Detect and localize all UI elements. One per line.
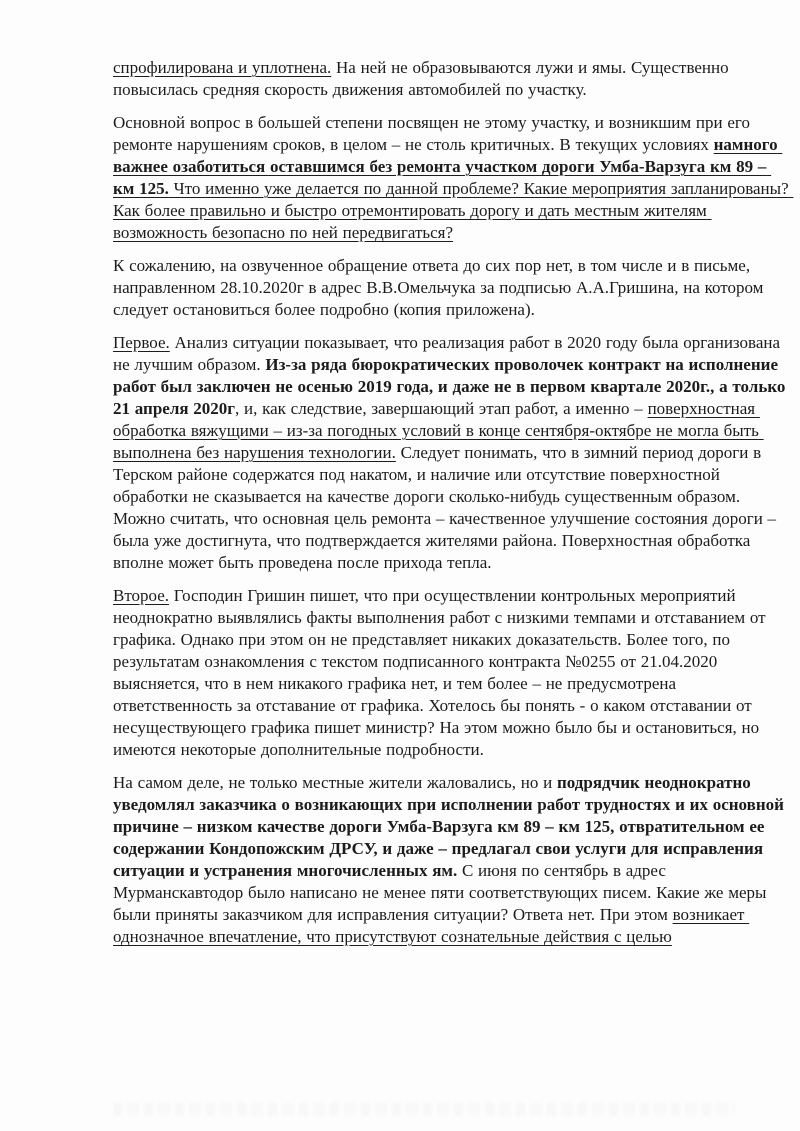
text-run: Что именно уже делается по данной проблеме? Какие мероприятия запланированы? Как более правильно и быстро отремонтировать дорогу и дать местным жителям возможность безопасно по ней передвигаться? xyxy=(113,179,794,242)
cut-off-next-page-line xyxy=(113,1102,735,1116)
text-run: , и, как следствие, завершающий этап работ, а именно – xyxy=(235,399,648,418)
text-run: Первое. xyxy=(113,333,170,352)
paragraph xyxy=(113,112,794,244)
text-run: С июня по сентябрь в адрес Мурманскавтодор было написано не менее пяти соответствующих писем. Какие же меры были приняты заказчиком для исправления ситуации? Ответа нет. При этом xyxy=(113,861,772,924)
text-run: На ней не образовываются лужи и ямы. Существенно повысилась средняя скорость движения автомобилей по участку. xyxy=(113,58,734,99)
text-run: Анализ ситуации показывает, что реализация работ в 2020 году была организована не лучшим образом. xyxy=(113,333,785,374)
paragraph xyxy=(113,585,791,761)
text-run: спрофилирована и уплотнена. xyxy=(113,58,332,77)
paragraph xyxy=(113,57,791,101)
text-run: Основной вопрос в большей степени посвящен не этому участку, и возникшим при его ремонте нарушениям сроков, в целом – не столь критичных. В текущих условиях xyxy=(113,113,755,154)
text-run: На самом деле, не только местные жители жаловались, но и xyxy=(113,773,557,792)
text-run: Из-за ряда бюрократических проволочек контракт на исполнение работ был заключен не осенью 2019 года, и даже не в первом квартале 2020г., а только 21 апреля 2020г xyxy=(113,355,791,418)
text-run: Господин Гришин пишет, что при осуществлении контрольных мероприятий неоднократно выявлялись факты выполнения работ с низкими темпами и отставанием от графика. Однако при этом он не представляет никаких доказательств. Более того, по результатам ознакомления с текстом подписанного контракта №0255 от 21.04.2020 выясняется, что в нем никакого графика нет, и тем более – не предусмотрена ответственность за отставание от графика. Хотелось бы понять - о каком отставании от несуществующего графика пишет министр? На этом можно было бы и остановиться, но имеются некоторые дополнительные подробности. xyxy=(113,586,771,759)
text-run: намного важнее озаботиться оставшимся без ремонта участком дороги Умба-Варзуга км 89 – км 125. xyxy=(113,135,783,198)
paragraph xyxy=(113,332,791,574)
text-run: поверхностная обработка вяжущими – из-за погодных условий в конце сентября-октябре не могла быть выполнена без нарушения технологии. xyxy=(113,399,764,462)
text-run: возникает однозначное впечатление, что присутствуют сознательные действия с целью xyxy=(113,905,750,946)
text-run: подрядчик неоднократно уведомлял заказчика о возникающих при исполнении работ трудностях и их основной причине – низком качестве дороги Умба-Варзуга км 89 – км 125, отвратительном ее содержании Кондопожским ДРСУ, и даже – предлагал свои услуги для исправления ситуации и устранения многочисленных ям. xyxy=(113,773,789,880)
document-body xyxy=(113,57,794,948)
text-run: К сожалению, на озвученное обращение ответа до сих пор нет, в том числе и в письме, направленном 28.10.2020г в адрес В.В.Омельчука за подписью А.А.Гришина, на котором следует остановиться более подробно (копия приложена). xyxy=(113,256,769,319)
text-run: Следует понимать, что в зимний период дороги в Терском районе содержатся под накатом, и наличие или отсутствие поверхностной обработки не сказывается на качестве дороги сколько-нибудь существенным образом. Можно считать, что основная цель ремонта – качественное улучшение состояния дороги – была уже достигнута, что подтверждается жителями района. Поверхностная обработка вполне может быть проведена после прихода тепла. xyxy=(113,443,781,572)
paragraph xyxy=(113,255,791,321)
text-run: Второе. xyxy=(113,586,170,605)
paragraph xyxy=(113,772,791,948)
